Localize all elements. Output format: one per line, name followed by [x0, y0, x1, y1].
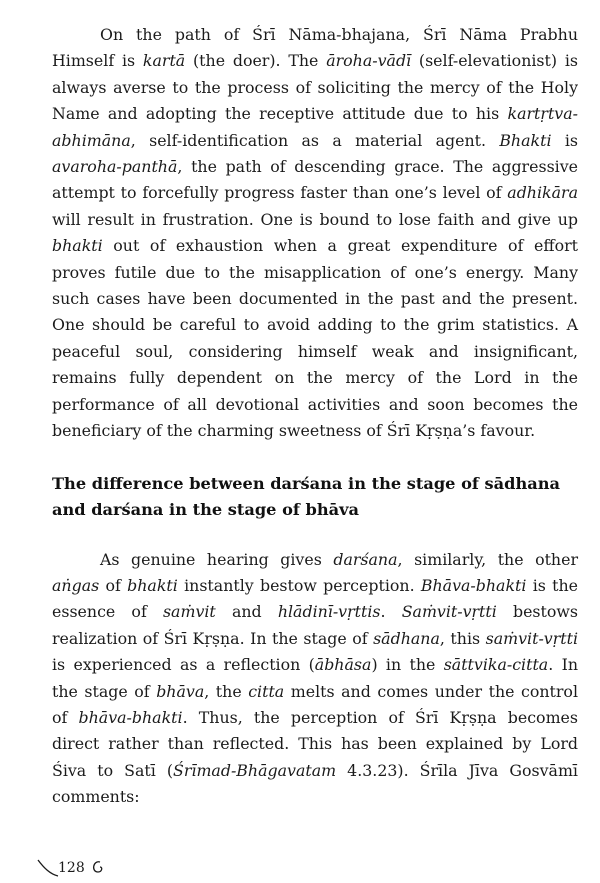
text-run: , the path of descending grace. The aggressive attempt to forcefully progress faster than one’s level of [52, 157, 578, 203]
text-run: is the essence of [52, 575, 579, 622]
section-heading: The difference between darśana in the stage of sādhana and darśana in the stage of bhāva [52, 473, 560, 519]
italic-term: bhakti [52, 236, 103, 256]
text-run: . [380, 602, 402, 622]
italic-term: bhāva [156, 681, 205, 701]
text-run: . In the stage of [52, 655, 578, 701]
text-run: (self-elevationist) is always averse to the process of soliciting the mercy of the Holy Name and adopting the receptive attitude due to his [52, 51, 578, 124]
text-run: , similarly, the other [397, 549, 579, 569]
italic-term: hlādinī-vṛttis [277, 602, 381, 622]
italic-term: Saṁvit-vṛtti [401, 602, 497, 622]
text-run: is experienced as a reflection ( [52, 655, 315, 675]
italic-term: adhikāra [507, 183, 578, 203]
text-run: As genuine hearing gives [100, 549, 334, 569]
italic-term: Bhakti [499, 130, 552, 150]
italic-term: ābhāsa [314, 655, 372, 675]
text-run: and [215, 602, 278, 622]
italic-term: bhakti [127, 575, 178, 595]
italic-term: saṁvit-vṛtti [485, 628, 578, 648]
text-run: . Thus, the perception of Śrī Kṛṣṇa becomes direct rather than reflected. This has been explained by Lord Śiva to Satī ( [52, 707, 578, 780]
paragraph-1 [52, 22, 578, 445]
italic-term: kartā [142, 51, 186, 71]
italic-term: Śrīmad-Bhāgavatam [173, 760, 337, 780]
page-footer [36, 858, 116, 880]
text-run: out of exhaustion when a great expenditure of effort proves futile due to the misapplication of one’s energy. Many such cases have been documented in the past and the present. One should be careful to avoid adding to the grim statistics. A peaceful soul, considering himself weak and insignificant, remains fully dependent on the mercy of the Lord in the performance of all devotional activities and soon becomes the beneficiary of the charming sweetness of Śrī Kṛṣṇa’s favour. [52, 236, 578, 441]
italic-term: āroha-vādī [326, 51, 412, 71]
italic-term: Bhāva-bhakti [420, 575, 527, 595]
paragraph-2 [52, 547, 578, 811]
page-content [52, 22, 578, 811]
text-run: melts and comes under the control of [52, 681, 578, 727]
text-run: , self-identification as a material agent. [130, 130, 500, 150]
text-run: 4.3.23). Śrīla Jīva Gosvāmī comments: [52, 760, 578, 807]
text-run: is [551, 130, 578, 150]
italic-term: saṁvit [162, 602, 216, 622]
italic-term: avaroha-panthā [52, 157, 178, 177]
italic-term: kartṛtva-abhimāna [52, 104, 578, 150]
italic-term: bhāva-bhakti [78, 707, 183, 727]
text-run: (the doer). The [185, 51, 327, 71]
italic-term: sādhana [373, 628, 440, 648]
italic-term: citta [248, 681, 285, 701]
text-run: , this [439, 628, 486, 648]
text-run: bestows realization of Śrī Kṛṣṇa. In the stage of [52, 602, 579, 648]
text-run: On the path of Śrī Nāma-bhajana, Śrī Nāma Prabhu Himself is [52, 25, 578, 71]
page-number: 128 [58, 860, 85, 876]
text-run: will result in frustration. One is bound to lose faith and give up [52, 209, 578, 229]
italic-term: darśana [333, 549, 398, 569]
text-run: , the [204, 681, 249, 701]
italic-term: sāttvika-citta [443, 655, 549, 675]
text-run: ) in the [371, 655, 444, 675]
text-run: of [99, 575, 128, 595]
text-run: instantly bestow perception. [177, 575, 421, 595]
italic-term: aṅgas [52, 575, 100, 595]
